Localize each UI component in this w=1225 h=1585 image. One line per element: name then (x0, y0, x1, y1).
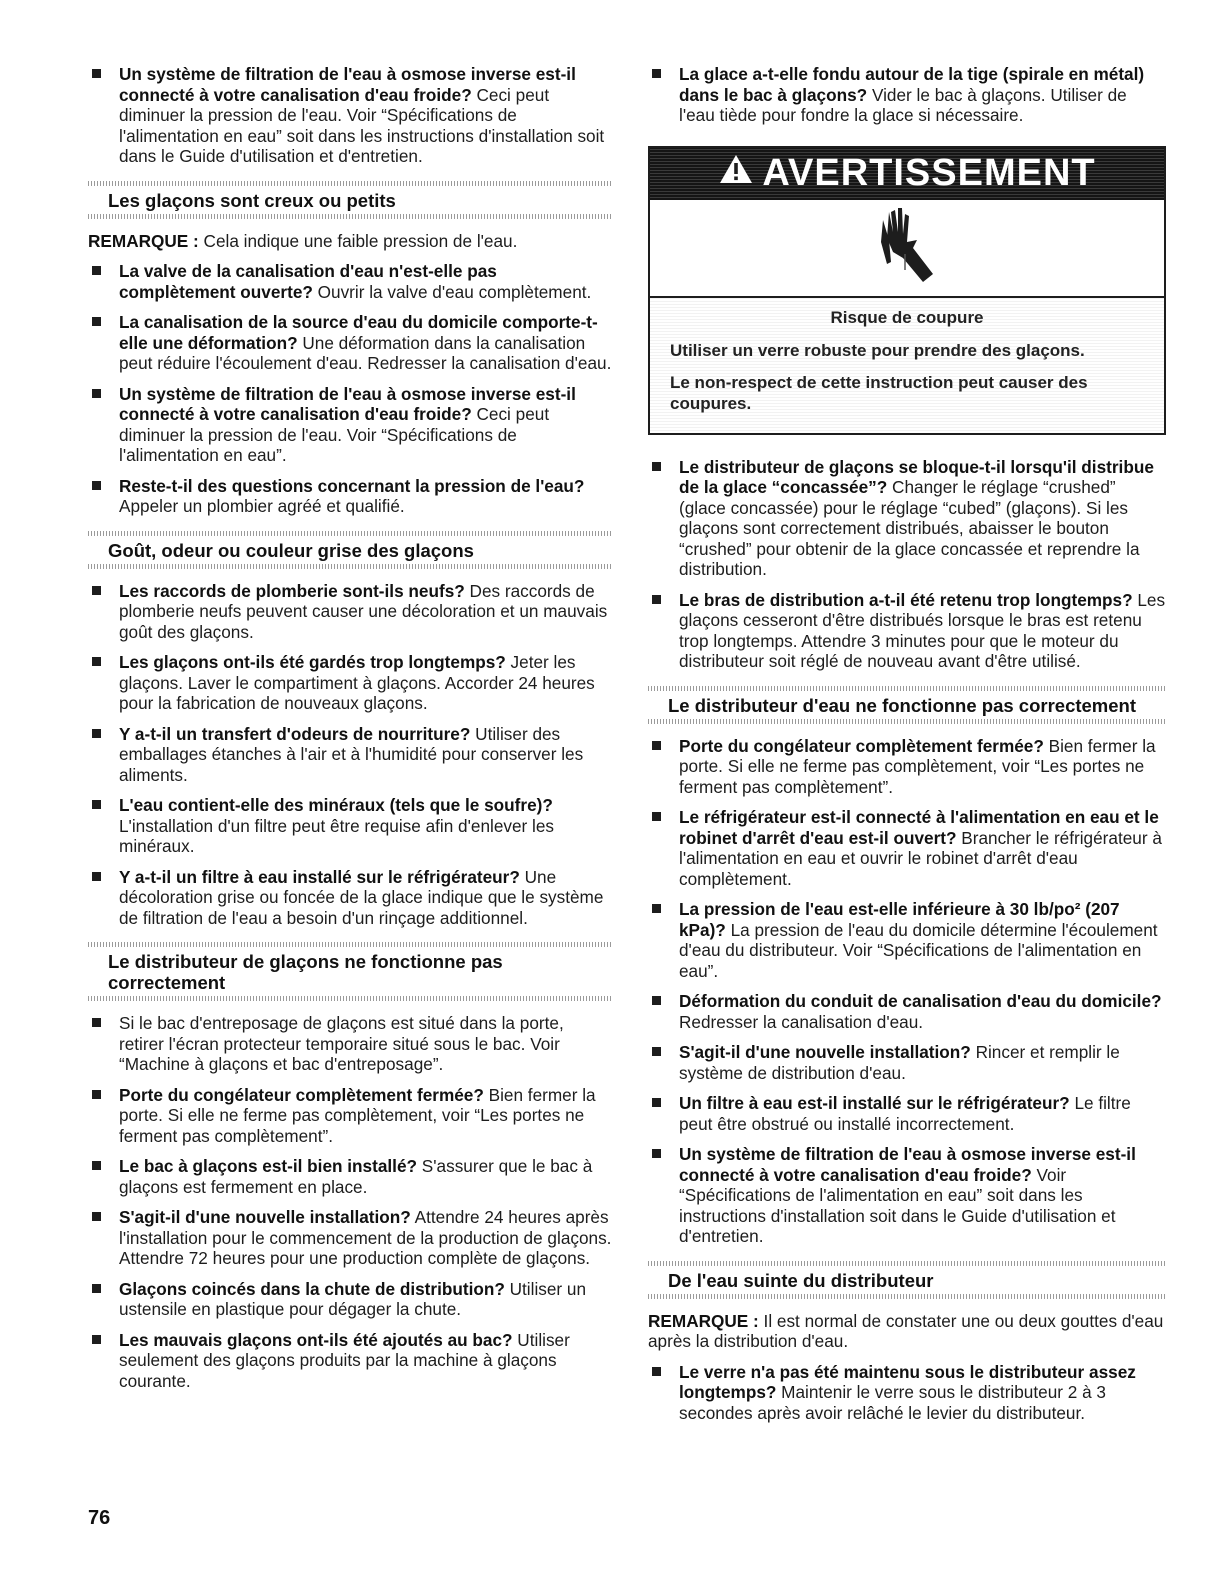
list-item (88, 795, 613, 857)
list-item (88, 384, 613, 466)
question: Les mauvais glaçons ont-ils été ajoutés au bac? (119, 1329, 513, 1350)
answer: S'assurer que le bac à glaçons est fermement en place. (119, 1156, 593, 1197)
list-item (648, 807, 1166, 889)
bullet-icon (92, 266, 101, 275)
answer: Utiliser seulement des glaçons produits par la machine à glaçons courante. (119, 1329, 570, 1391)
question: Les glaçons ont-ils été gardés trop longtemps? (119, 652, 506, 672)
bullet-icon (92, 481, 101, 490)
bullet-icon (92, 872, 101, 881)
bullet-icon (652, 1149, 661, 1158)
question: Y a-t-il un filtre à eau installé sur le réfrigérateur? (119, 866, 520, 887)
question: Porte du congélateur complètement fermée? (679, 735, 1044, 756)
answer: Changer le réglage “crushed” (glace concassée) pour le réglage “cubed” (glaçons). Si les glaçons sont correctement distribués, abaisser le bouton “crushed” pour obtenir de la glace concassée et reprendre la distribution. (679, 477, 1140, 579)
question: Le verre n'a pas été maintenu sous le distributeur assez longtemps? (679, 1361, 1136, 1402)
warning-title: AVERTISSEMENT (762, 152, 1096, 194)
bullet-icon (92, 1161, 101, 1170)
answer: Brancher le réfrigérateur à l'alimentation en eau et ouvrir le robinet d'arrêt d'eau complètement. (679, 827, 1162, 889)
question: Reste-t-il des questions concernant la pression de l'eau? (119, 475, 585, 496)
warning-line: Utiliser un verre robuste pour prendre des glaçons. (670, 340, 1085, 360)
bullet-icon (92, 729, 101, 738)
bullet-icon (92, 317, 101, 326)
question: Le bras de distribution a-t-il été retenu trop longtemps? (679, 589, 1133, 610)
section-heading: Le distributeur d'eau ne fonctionne pas correctement (648, 686, 1166, 724)
list-item (88, 1330, 613, 1392)
note (88, 231, 613, 252)
list-item (88, 261, 613, 302)
list-item (88, 652, 613, 714)
answer: Appeler un plombier agréé et qualifié. (119, 496, 405, 516)
bullet-icon (652, 812, 661, 821)
note (648, 1311, 1166, 1352)
answer: Le filtre peut être obstrué ou installé incorrectement. (679, 1093, 1131, 1134)
answer: Si le bac d'entreposage de glaçons est situé dans la porte, retirer l'écran protecteur temporaire situé sous le bac. Voir “Machine à glaçons et bac d'entreposage”. (119, 1013, 564, 1074)
question: La glace a-t-elle fondu autour de la tige (spirale en métal) dans le bac à glaçons? (679, 64, 1145, 105)
answer: Ceci peut diminuer la pression de l'eau. Voir “Spécifications de l'alimentation en eau” soit dans les instructions d'installation soit dans le Guide d'utilisation et d'entretien. (119, 84, 605, 166)
list-item (88, 867, 613, 929)
answer: Bien fermer la porte. Si elle ne ferme pas complètement, voir “Les portes ne ferment pas complètement”. (119, 1084, 596, 1146)
bullet-icon (652, 69, 661, 78)
answer: Ceci peut diminuer la pression de l'eau. Voir “Spécifications de l'alimentation en eau”. (119, 404, 550, 465)
note-label: REMARQUE : (88, 230, 199, 251)
bullet-icon (92, 389, 101, 398)
question: Glaçons coincés dans la chute de distribution? (119, 1278, 505, 1299)
answer: Utiliser un ustensile en plastique pour dégager la chute. (119, 1278, 587, 1319)
list-item (88, 1013, 613, 1075)
list-item (648, 1042, 1166, 1083)
note-label: REMARQUE : (648, 1310, 759, 1331)
question: La valve de la canalisation d'eau n'est-elle pas complètement ouverte? (119, 261, 497, 302)
list-item (88, 312, 613, 374)
list-item (648, 991, 1166, 1032)
question: Un système de filtration de l'eau à osmose inverse est-il connecté à votre canalisation d'eau froide? (679, 1144, 1136, 1185)
warning-triangle-icon (718, 152, 754, 195)
answer: Maintenir le verre sous le distributeur 2 à 3 secondes après avoir relâché le levier du distributeur. (679, 1382, 1106, 1423)
bullet-icon (92, 800, 101, 809)
note-text: Cela indique une faible pression de l'eau. (198, 230, 518, 251)
list-item (88, 1279, 613, 1320)
bullet-icon (92, 657, 101, 666)
answer: L'installation d'un filtre peut être requise afin d'enlever les minéraux. (119, 815, 555, 856)
bullet-icon (92, 1335, 101, 1344)
list-item (648, 1093, 1166, 1134)
question: S'agit-il d'une nouvelle installation? (119, 1207, 411, 1227)
bullet-icon (652, 741, 661, 750)
answer: Voir “Spécifications de l'alimentation en eau” soit dans les instructions d'installation soit dans le Guide d'utilisation et d'entretien. (679, 1164, 1116, 1246)
bullet-icon (652, 1098, 661, 1107)
answer: Vider le bac à glaçons. Utiliser de l'eau tiède pour fondre la glace si nécessaire. (679, 84, 1127, 125)
hand-cut-icon (867, 202, 947, 293)
answer: Ouvrir la valve d'eau complètement. (312, 281, 592, 302)
bullet-icon (92, 1090, 101, 1099)
question: Déformation du conduit de canalisation d'eau du domicile? (679, 991, 1162, 1011)
note-text: Il est normal de constater une ou deux gouttes d'eau après la distribution d'eau. (648, 1310, 1164, 1351)
question: Porte du congélateur complètement fermée? (119, 1084, 484, 1105)
bullet-icon (652, 996, 661, 1005)
bullet-icon (652, 1047, 661, 1056)
answer: Attendre 24 heures après l'installation pour le commencement de la production de glaçons. Attendre 72 heures pour une production complète de glaçons. (119, 1207, 612, 1268)
warning-title-bar (650, 148, 1164, 200)
list-item (88, 1156, 613, 1197)
section-heading: Goût, odeur ou couleur grise des glaçons (88, 531, 613, 569)
list-item (88, 476, 613, 517)
list-item (648, 899, 1166, 981)
question: La canalisation de la source d'eau du domicile comporte-t-elle une déformation? (119, 312, 598, 353)
bullet-icon (652, 595, 661, 604)
question: Le distributeur de glaçons se bloque-t-il lorsqu'il distribue de la glace “concassée”? (679, 456, 1154, 497)
bullet-icon (92, 586, 101, 595)
list-item (648, 736, 1166, 798)
answer: Bien fermer la porte. Si elle ne ferme pas complètement, voir “Les portes ne ferment pas complètement”. (679, 735, 1156, 797)
warning-pictogram (650, 200, 1164, 298)
list-item (88, 724, 613, 786)
question: L'eau contient-elle des minéraux (tels que le soufre)? (119, 795, 553, 815)
right-column (648, 64, 1166, 1433)
list-item (88, 581, 613, 643)
question: Un système de filtration de l'eau à osmose inverse est-il connecté à votre canalisation d'eau froide? (119, 64, 576, 105)
list-item (648, 1144, 1166, 1247)
question: S'agit-il d'une nouvelle installation? (679, 1042, 971, 1062)
bullet-icon (92, 69, 101, 78)
answer: La pression de l'eau du domicile détermine l'écoulement d'eau du distributeur. Voir “Spécifications de l'alimentation en eau”. (679, 919, 1158, 981)
list-item (648, 457, 1166, 580)
bullet-icon (92, 1018, 101, 1027)
page-number: 76 (88, 1507, 111, 1529)
list-item (88, 1085, 613, 1147)
warning-line: Le non-respect de cette instruction peut causer des coupures. (670, 372, 1088, 413)
question: Les raccords de plomberie sont-ils neufs? (119, 580, 465, 601)
question: Le bac à glaçons est-il bien installé? (119, 1156, 418, 1176)
question: Un système de filtration de l'eau à osmose inverse est-il connecté à votre canalisation d'eau froide? (119, 383, 576, 424)
warning-message (650, 298, 1164, 433)
list-item (648, 1362, 1166, 1424)
answer: Une déformation dans la canalisation peut réduire l'écoulement d'eau. Redresser la canalisation d'eau. (119, 332, 612, 373)
bullet-icon (652, 1367, 661, 1376)
bullet-icon (92, 1284, 101, 1293)
list-item (648, 590, 1166, 672)
hazard-label: Risque de coupure (830, 307, 984, 327)
list-item (88, 1207, 613, 1269)
list-item (88, 64, 613, 167)
section-heading: Le distributeur de glaçons ne fonctionne pas correctement (88, 942, 613, 1001)
section-heading: De l'eau suinte du distributeur (648, 1261, 1166, 1299)
answer: Des raccords de plomberie neufs peuvent causer une décoloration et un mauvais goût des glaçons. (119, 580, 608, 642)
warning-box (648, 146, 1166, 435)
answer: Redresser la canalisation d'eau. (679, 1011, 924, 1032)
question: Un filtre à eau est-il installé sur le réfrigérateur? (679, 1093, 1070, 1113)
bullet-icon (652, 462, 661, 471)
question: Y a-t-il un transfert d'odeurs de nourriture? (119, 723, 471, 744)
answer: Les glaçons cesseront d'être distribués lorsque le bras est retenu trop longtemps. Attendre 3 minutes pour que le moteur du distributeur soit réglé de nouveau avant d'être utilisé. (679, 589, 1166, 671)
answer: Jeter les glaçons. Laver le compartiment à glaçons. Accorder 24 heures pour la fabrication de nouveaux glaçons. (119, 652, 595, 713)
bullet-icon (652, 904, 661, 913)
answer: Rincer et remplir le système de distribution d'eau. (679, 1042, 1120, 1083)
answer: Une décoloration grise ou foncée de la glace indique que le système de filtration de l'eau a besoin d'un rinçage additionnel. (119, 866, 604, 928)
bullet-icon (92, 1212, 101, 1221)
list-item (648, 64, 1166, 126)
section-heading: Les glaçons sont creux ou petits (88, 181, 613, 219)
answer: Utiliser des emballages étanches à l'air et à l'humidité pour conserver les aliments. (119, 723, 584, 785)
left-column (88, 64, 613, 1401)
question: La pression de l'eau est-elle inférieure à 30 lb/po² (207 kPa)? (679, 899, 1120, 940)
question: Le réfrigérateur est-il connecté à l'alimentation en eau et le robinet d'arrêt d'eau est-il ouvert? (679, 807, 1159, 848)
